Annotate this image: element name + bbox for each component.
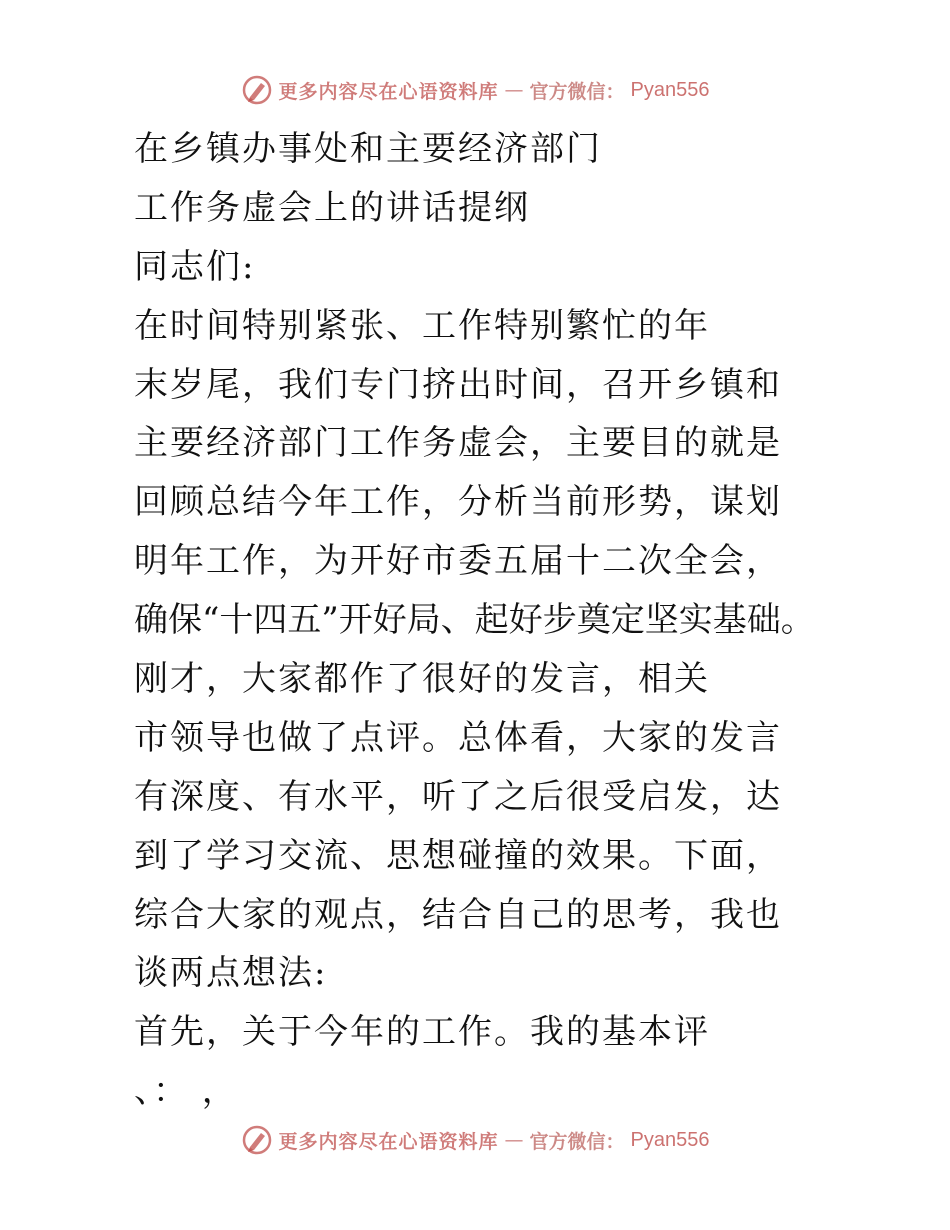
watermark-id: Pyan556 [630,1128,710,1151]
header-watermark [0,70,950,110]
doc-line: 确保“十四五”开好局、起好步奠定坚实基础。 [134,600,815,641]
doc-line: 综合大家的观点，结合自己的思考，我也 [134,894,782,935]
doc-line: 末岁尾，我们专门挤出时间，召开乡镇和 [134,364,782,405]
doc-salutation: 同志们: [134,246,256,287]
doc-title-line-1: 在乡镇办事处和主要经济部门 [134,129,602,169]
footer-watermark [0,1120,950,1160]
doc-line: 刚才，大家都作了很好的发言，相关 [134,659,710,700]
watermark-dash: — [504,79,524,101]
watermark-text: 更多内容尽在心语资料库 [278,80,499,103]
watermark-dash: — [504,1129,524,1151]
doc-title-line-2: 工作务虚会上的讲话提纲 [134,187,530,228]
watermark-text: 更多内容尽在心语资料库 [278,1130,499,1153]
doc-line: 回顾总结今年工作，分析当前形势，谋划 [134,482,782,523]
doc-line: 谈两点想法: [134,953,328,994]
pen-logo-icon [241,74,273,106]
doc-line: 到了学习交流、思想碰撞的效果。下面， [134,835,782,876]
doc-line: 主要经济部门工作务虚会，主要目的就是 [134,423,782,464]
document-body [134,120,924,1121]
doc-line: 明年工作，为开好市委五届十二次全会， [134,541,782,582]
doc-line: 、： ， [134,1071,238,1112]
watermark-id: Pyan556 [630,78,710,101]
watermark-channel: 官方微信： [529,1130,625,1153]
doc-line: 市领导也做了点评。总体看，大家的发言 [134,717,782,758]
pen-logo-icon [241,1124,273,1156]
doc-line: 有深度、有水平，听了之后很受启发，达 [134,776,782,817]
doc-line: 在时间特别紧张、工作特别繁忙的年 [134,305,710,346]
doc-line: 首先，关于今年的工作。我的基本评 [134,1012,710,1053]
watermark-channel: 官方微信： [529,80,625,103]
